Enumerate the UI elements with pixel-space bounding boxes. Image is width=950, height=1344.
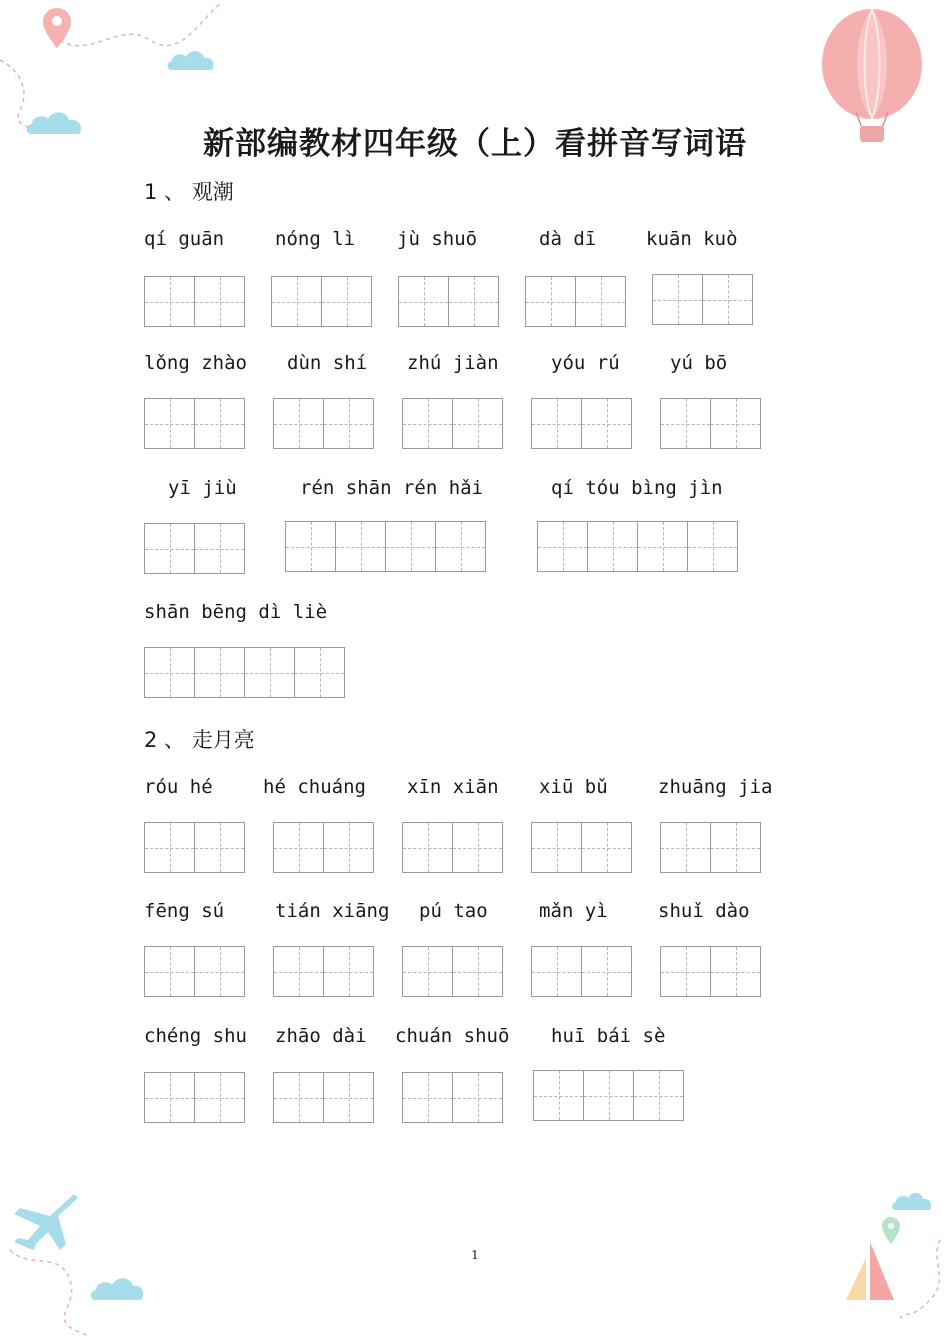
char-cell[interactable] [398,276,449,327]
pinyin-prompt: tián xiāng [275,900,390,922]
writing-grid[interactable] [144,523,245,574]
char-cell[interactable] [660,822,711,873]
char-cell[interactable] [581,822,632,873]
char-cell[interactable] [194,398,245,449]
pinyin-prompt: yī jiù [168,477,237,499]
char-cell[interactable] [531,822,582,873]
page-title: 新部编教材四年级（上）看拼音写词语 [203,126,747,162]
pinyin-prompt: shān bēng dì liè [144,601,328,623]
writing-grid[interactable] [273,946,374,997]
cloud-icon [890,1188,936,1212]
cloud-icon [164,46,220,72]
char-cell[interactable] [285,521,336,572]
char-cell[interactable] [402,822,453,873]
pinyin-prompt: zhuāng jia [658,776,773,798]
char-cell[interactable] [335,521,386,572]
char-cell[interactable] [702,274,753,325]
char-cell[interactable] [194,523,245,574]
char-cell[interactable] [710,398,761,449]
char-cell[interactable] [575,276,626,327]
char-cell[interactable] [144,822,195,873]
writing-grid[interactable] [144,946,245,997]
char-cell[interactable] [633,1070,684,1121]
char-cell[interactable] [531,398,582,449]
writing-grid[interactable] [652,274,753,325]
char-cell[interactable] [323,1072,374,1123]
char-cell[interactable] [452,946,503,997]
char-cell[interactable] [402,946,453,997]
page-number: 1 [471,1248,479,1262]
char-cell[interactable] [323,398,374,449]
char-cell[interactable] [583,1070,634,1121]
char-cell[interactable] [533,1070,584,1121]
pinyin-prompt: mǎn yì [539,900,608,922]
writing-grid[interactable] [273,822,374,873]
pinyin-prompt: dùn shí [287,352,368,374]
cloud-icon [88,1272,150,1302]
char-cell[interactable] [637,521,688,572]
pinyin-prompt: qí tóu bìng jìn [551,477,723,499]
char-cell[interactable] [323,946,374,997]
char-cell[interactable] [537,521,588,572]
pinyin-prompt: xīn xiān [407,776,499,798]
writing-grid[interactable] [660,398,761,449]
writing-grid[interactable] [537,521,738,572]
section-heading: 2 、 走月亮 [144,728,255,752]
char-cell[interactable] [587,521,638,572]
pinyin-prompt: xiū bǔ [539,776,608,798]
char-cell[interactable] [273,398,324,449]
writing-grid[interactable] [144,276,245,327]
pinyin-prompt: hé chuáng [263,776,366,798]
writing-grid[interactable] [660,946,761,997]
char-cell[interactable] [194,647,245,698]
pinyin-prompt: qí guān [144,228,225,250]
char-cell[interactable] [402,398,453,449]
writing-grid[interactable] [531,946,632,997]
writing-grid[interactable] [402,822,503,873]
char-cell[interactable] [525,276,576,327]
writing-grid[interactable] [271,276,372,327]
char-cell[interactable] [710,946,761,997]
writing-grid[interactable] [533,1070,684,1121]
char-cell[interactable] [144,647,195,698]
pinyin-prompt: rén shān rén hǎi [300,477,484,499]
char-cell[interactable] [321,276,372,327]
char-cell[interactable] [452,398,503,449]
pinyin-prompt: pú tao [419,900,488,922]
writing-grid[interactable] [660,822,761,873]
writing-grid[interactable] [144,1072,245,1123]
char-cell[interactable] [385,521,436,572]
char-cell[interactable] [273,1072,324,1123]
char-cell[interactable] [144,946,195,997]
char-cell[interactable] [660,398,711,449]
char-cell[interactable] [652,274,703,325]
char-cell[interactable] [194,1072,245,1123]
pinyin-prompt: shuǐ dào [658,900,750,922]
pinyin-prompt: nóng lì [275,228,356,250]
pinyin-prompt: chuán shuō [395,1025,510,1047]
char-cell[interactable] [452,822,503,873]
pinyin-prompt: lǒng zhào [144,352,247,374]
char-cell[interactable] [271,276,322,327]
writing-grid[interactable] [144,647,345,698]
char-cell[interactable] [660,946,711,997]
char-cell[interactable] [144,523,195,574]
pinyin-prompt: zhāo dài [275,1025,367,1047]
char-cell[interactable] [710,822,761,873]
writing-grid[interactable] [398,276,499,327]
char-cell[interactable] [194,946,245,997]
char-cell[interactable] [144,1072,195,1123]
section-heading: 1 、 观潮 [144,180,234,204]
char-cell[interactable] [194,822,245,873]
writing-grid[interactable] [144,398,245,449]
pinyin-prompt: dà dī [539,228,597,250]
pinyin-prompt: kuān kuò [646,228,738,250]
writing-grid[interactable] [531,822,632,873]
char-cell[interactable] [435,521,486,572]
char-cell[interactable] [194,276,245,327]
char-cell[interactable] [448,276,499,327]
char-cell[interactable] [323,822,374,873]
char-cell[interactable] [294,647,345,698]
pinyin-prompt: yóu rú [551,352,620,374]
pinyin-prompt: fēng sú [144,900,225,922]
writing-grid[interactable] [402,1072,503,1123]
char-cell[interactable] [452,1072,503,1123]
char-cell[interactable] [144,276,195,327]
char-cell[interactable] [402,1072,453,1123]
pinyin-prompt: zhú jiàn [407,352,499,374]
writing-grid[interactable] [273,1072,374,1123]
writing-grid[interactable] [144,822,245,873]
writing-grid[interactable] [273,398,374,449]
writing-grid[interactable] [285,521,486,572]
pinyin-prompt: róu hé [144,776,213,798]
char-cell[interactable] [687,521,738,572]
writing-grid[interactable] [402,946,503,997]
pinyin-prompt: yú bō [670,352,728,374]
pinyin-prompt: huī bái sè [551,1025,666,1047]
char-cell[interactable] [273,946,324,997]
pinyin-prompt: chéng shu [144,1025,247,1047]
writing-grid[interactable] [402,398,503,449]
pinyin-prompt: jù shuō [397,228,478,250]
char-cell[interactable] [273,822,324,873]
char-cell[interactable] [581,398,632,449]
char-cell[interactable] [144,398,195,449]
char-cell[interactable] [581,946,632,997]
writing-grid[interactable] [531,398,632,449]
writing-grid[interactable] [525,276,626,327]
char-cell[interactable] [244,647,295,698]
char-cell[interactable] [531,946,582,997]
